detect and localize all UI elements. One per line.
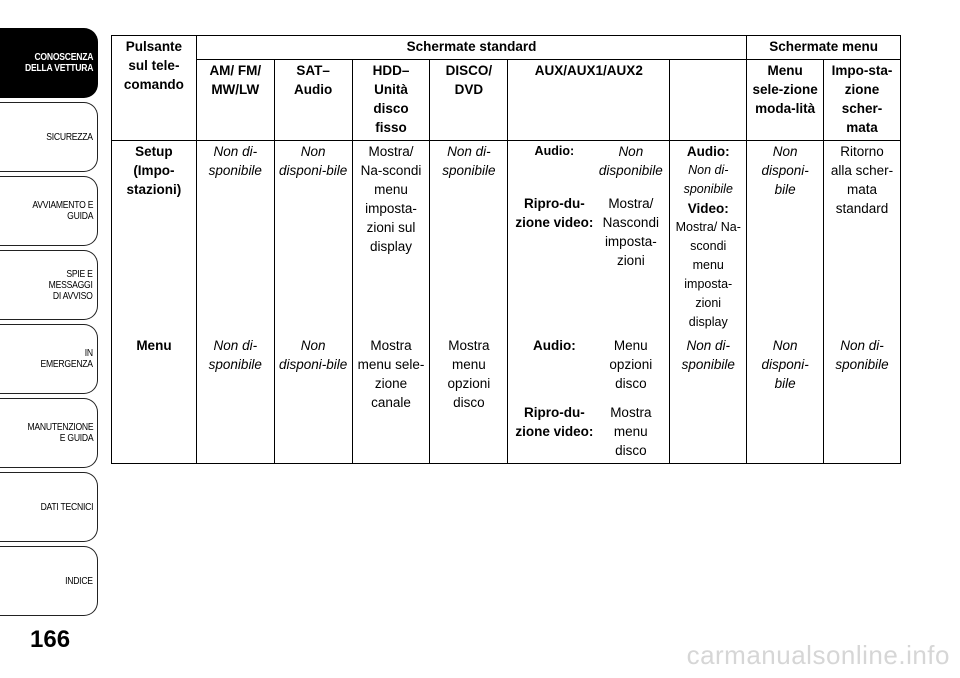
header-impo: Impo-sta-zione scher-mata bbox=[824, 60, 901, 141]
menu-aux bbox=[508, 335, 670, 464]
header-menu: Schermate menu bbox=[747, 36, 901, 60]
tab-sicurezza[interactable] bbox=[0, 102, 98, 172]
watermark: carmanualsonline.info bbox=[686, 640, 950, 670]
setup-menu-sel: Non disponi-bile bbox=[747, 141, 824, 336]
tab-label: MANUTENZIONE E GUIDA bbox=[27, 421, 93, 444]
tab-label: SPIE E MESSAGGI DI AVVISO bbox=[49, 267, 93, 302]
menu-aux-video-value: Mostra menu disco bbox=[610, 405, 652, 458]
row-setup bbox=[112, 141, 901, 336]
header-sat: SAT– Audio bbox=[274, 60, 352, 141]
setup-impo: Ritorno alla scher-mata standard bbox=[824, 141, 901, 336]
header-row-top bbox=[112, 36, 901, 60]
setup-disco: Non di-sponibile bbox=[430, 141, 508, 336]
tab-dati-tecnici[interactable] bbox=[0, 472, 98, 542]
setup-am: Non di-sponibile bbox=[196, 141, 274, 336]
setup-extra bbox=[670, 141, 747, 336]
setup-hdd: Mostra/ Na-scondi menu imposta-zioni sul display bbox=[352, 141, 430, 336]
header-disco: DISCO/ DVD bbox=[430, 60, 508, 141]
header-am: AM/ FM/ MW/LW bbox=[196, 60, 274, 141]
tab-label: IN EMERGENZA bbox=[40, 347, 93, 370]
menu-sat: Non disponi-bile bbox=[274, 335, 352, 464]
chapter-tabs bbox=[0, 28, 98, 620]
row-label-menu: Menu bbox=[112, 335, 197, 464]
menu-impo: Non di-sponibile bbox=[824, 335, 901, 464]
tab-label: INDICE bbox=[65, 574, 93, 587]
setup-aux bbox=[508, 141, 670, 336]
header-hdd: HDD– Unità disco fisso bbox=[352, 60, 430, 141]
menu-aux-audio-value: Menu opzioni disco bbox=[609, 338, 653, 391]
setup-extra-video-label: Video: bbox=[687, 201, 729, 216]
menu-hdd: Mostra menu sele-zione canale bbox=[352, 335, 430, 464]
setup-aux-video-value: Mostra/ Nascondi imposta-zioni bbox=[602, 196, 659, 268]
header-row-sub bbox=[112, 60, 901, 141]
header-standard: Schermate standard bbox=[196, 36, 746, 60]
tab-avviamento[interactable] bbox=[0, 176, 98, 246]
tab-label: SICUREZZA bbox=[46, 130, 93, 143]
tab-label: AVVIAMENTO E GUIDA bbox=[32, 199, 93, 222]
setup-extra-audio-label: Audio: bbox=[686, 144, 730, 159]
tab-spie[interactable] bbox=[0, 250, 98, 320]
menu-extra: Non di-sponibile bbox=[670, 335, 747, 464]
tab-emergenza[interactable] bbox=[0, 324, 98, 394]
header-button: Pulsante sul tele-comando bbox=[112, 36, 197, 141]
remote-button-table bbox=[111, 35, 901, 464]
tab-indice[interactable] bbox=[0, 546, 98, 616]
row-label-setup: Setup (Impo-stazioni) bbox=[112, 141, 197, 336]
menu-menu-sel: Non disponi-bile bbox=[747, 335, 824, 464]
setup-sat: Non disponi-bile bbox=[274, 141, 352, 336]
header-extra bbox=[670, 60, 747, 141]
tab-label: DATI TECNICI bbox=[40, 500, 93, 513]
setup-aux-audio-label: Audio: bbox=[534, 144, 575, 158]
menu-am: Non di-sponibile bbox=[196, 335, 274, 464]
menu-disco: Mostra menu opzioni disco bbox=[430, 335, 508, 464]
tab-conoscenza[interactable] bbox=[0, 28, 98, 98]
menu-aux-audio-label: Audio: bbox=[532, 338, 576, 353]
page-number: 166 bbox=[30, 626, 71, 653]
header-menu-sel: Menu sele-zione moda-lità bbox=[747, 60, 824, 141]
row-menu bbox=[112, 335, 901, 464]
setup-extra-audio-value: Non di-sponibile bbox=[683, 163, 733, 196]
menu-aux-video-label: Ripro-du-zione video: bbox=[515, 405, 594, 439]
setup-aux-video-label: Ripro-du-zione video: bbox=[515, 196, 594, 230]
setup-aux-audio-value: Non disponibile bbox=[598, 144, 663, 178]
tab-manutenzione[interactable] bbox=[0, 398, 98, 468]
tab-label: CONOSCENZA DELLA VETTURA bbox=[24, 51, 93, 74]
setup-extra-video-value: Mostra/ Na-scondi menu imposta-zioni display bbox=[675, 220, 741, 329]
header-aux: AUX/AUX1/AUX2 bbox=[508, 60, 670, 141]
